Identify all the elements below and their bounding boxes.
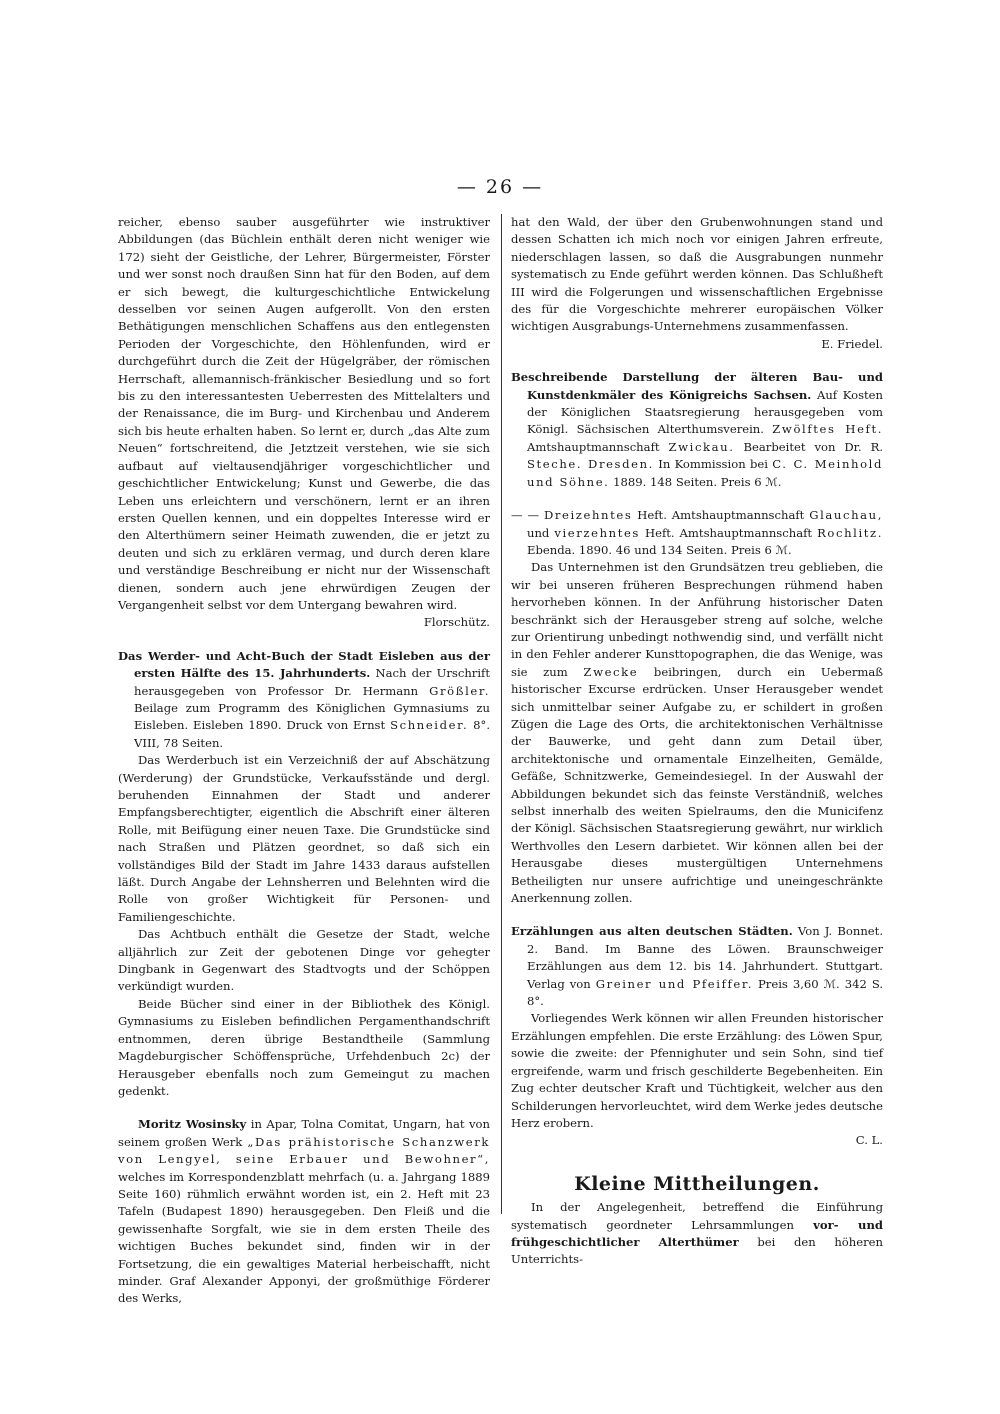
book-author: Steche. Dresden. [527,457,654,472]
review-text-continued: reicher, ebenso sauber ausgeführter wie instruktiver Abbildungen (das Büchlein enthält deren nicht weniger wie 172) sieht der Geistliche, der Lehrer, Bürgermeister, Förster und wer sonst noch draußen Sinn hat für den Boden, auf dem er sich bewegt, die kulturgeschichtliche Entwickelung desselben vor seinen Augen aufgerollt. Von den ersten Bethätigungen menschlichen Schaffens aus den entlegensten Perioden der Vorgeschichte, den Höhlenfunden, wird er durchgeführt durch die Zeit der Hügelgräber, der römischen Herrschaft, allemannisch-fränkischer Besiedlung und so fort bis zu den interessantesten Ueberresten des Mittelalters und der Renaissance, die im Burg- und Kirchenbau und Anderem sich bis heute erhalten haben. So lernt er, durch „das Alte zum Neuen“ fortschreitend, die Jetztzeit verstehen, wie sie sich aufbaut auf vieltausendjähriger vorgeschichtlicher und geschichtlicher Entwickelung; Kunst und Gewerbe, die das Leben uns erleichtern und verschönern, lernt er an ihren ersten Quellen kennen, und ein doppeltes Interesse wird er den Alterthümern seiner Heimath zuwenden, die er jetzt zu deuten und sich zu erklären vermag, und durch deren klare und verständige Beschreibung er nicht nur der Wissenschaft dienen, sondern auch jene ehrwürdigen Zeugen der Vergangenheit selbst vor dem Untergang bewahren wird. [118,215,490,612]
section-heading: Kleine Mittheilungen. [574,1172,820,1195]
book-publisher: Greiner und Pfeiffer. [595,976,753,991]
book-title: Erzählungen aus alten deutschen Städten. [511,924,793,939]
book-entry-sachsen: Beschreibende Darstellung der älteren Bau- und Kunstdenkmäler des Königreichs Sachsen. Auf Kosten der Königlichen Staatsregierung herausgegeben vom Königl. Sächsischen Alterthumsverein. Zwölftes Heft. Amtshauptmannschaft Zwickau. Bearbeitet von Dr. R. Steche. Dresden. In Kommission bei C. C. Meinhold und Söhne. 1889. 148 Seiten. Preis 6 ℳ. [511,370,884,489]
book-entry-werderbuch: Das Werder- und Acht-Buch der Stadt Eisleben aus der ersten Hälfte des 15. Jahrhunderts. Nach der Urschrift herausgegeben von Professor Dr. Hermann Größler. Beilage zum Programm des Königlichen Gymnasiums zu Eisleben. Eisleben 1890. Druck von Ernst Schneider. 8°. VIII, 78 Seiten. [118,648,491,750]
book-publisher: C. C. Meinhold und Söhne. [527,457,883,489]
review-paragraph: Beide Bücher sind einer in der Bibliothek des Königl. Gymnasiums zu Eisleben befindlichen Pergamenthandschrift entnommen, deren übrige Bestandtheile (Sammlung Magdeburgischer Schöffensprüche, Urfehdenbuch 2c) der Herausgeber ebenfalls noch zum Gemeingut zu machen gedenkt. [118,996,490,1098]
reviewer-signature: E. Friedel. [821,336,883,351]
person-name: Moritz Wosinsky [138,1117,247,1132]
reviewer-signature: C. L. [855,1133,883,1148]
review-paragraph: Das Werderbuch ist ein Verzeichniß der auf Abschätzung (Werderung) der Grundstücke, Verkaufsstände und dergl. beruhenden Einnahmen der Stadt und anderer Empfangsberechtigter, eigentlich die Abschrift einer älteren Rolle, mit Beifügung einer neuen Taxe. Die Grundstücke sind nach Straßen und Plätzen geordnet, so daß sich ein vollständiges Bild der Stadt im Jahre 1433 daraus aufstellen läßt. Durch Angabe der Lehnsherren und Belehnten wird die Rolle von großer Wichtigkeit für Personen- und Familiengeschichte. [118,753,490,924]
page-number: — 26 — [456,176,544,198]
column-divider [501,214,502,1214]
book-title: Beschreibende Darstellung der älteren Bau- und Kunstdenkmäler des Königreichs Sachsen. [511,370,883,402]
review-paragraph: Das Unternehmen ist den Grundsätzen treu geblieben, die wir bei unseren früheren Besprechungen rühmend haben hervorheben können. In der Anführung historischer Daten beschränkt sich der Herausgeber streng auf solche, welche zur Orientirung unbedingt nothwendig sind, und verfällt nicht in den Fehler anderer Kunsttopographen, die das Wenige, was sie zum Zwecke beibringen, durch ein Uebermaß historischer Excurse erdrücken. Unser Herausgeber wendet sich unmittelbar seiner Aufgabe zu, er schildert in großen Zügen die Lage des Orts, die architektonischen Verhältnisse der Bauwerke, und geht dann zum Detail über, architektonische und ornamentale Einzelheiten, Gemälde, Gefäße, Schnitzwerke, Gemeindesiegel. In der Auswahl der Abbildungen bekundet sich das feinste Verständniß, welches selbst innerhalb des weiten Spielraums, den die Municifenz der Königl. Sächsischen Staatsregierung gewährt, nur wirklich Werthvolles den Lesern darbietet. Wir können allen bei der Herausgabe dieses mustergültigen Unternehmens Betheiligten nur unsere aufrichtige und uneingeschränkte Anerkennung zollen. [511,560,884,906]
right-column [511,214,883,1269]
review-paragraph: Vorliegendes Werk können wir allen Freunden historischer Erzählungen empfehlen. Die erste Erzählung: des Löwen Spur, sowie die zweite: der Pfennighuter und sein Sohn, sind tief ergreifende, warm und frisch geschilderte Begebenheiten. Ein Zug echter deutscher Kraft und Tüchtigkeit, welcher aus den Schilderungen hervorleuchtet, wird dem Werke jedes deutsche Herz erobern. [511,1011,883,1130]
review-paragraph: Das Achtbuch enthält die Gesetze der Stadt, welche alljährlich zur Zeit der gebotenen Dinge vor gehegter Dingbank in Gegenwart des Stadtvogts und der Schöppen verkündigt wurden. [118,927,490,994]
book-title: Das Werder- und Acht-Buch der Stadt Eisleben aus der ersten Hälfte des 15. Jahrhunderts. [118,648,490,681]
book-printer: Schneider. [390,718,469,733]
reviewer-signature: Florschütz. [423,615,490,630]
work-title: „Das prähistorische Schanzwerk von Lengyel, seine Erbauer und Bewohner“, [118,1134,491,1167]
book-author: Größler. [429,683,490,698]
book-entry-erzaehlungen: Erzählungen aus alten deutschen Städten. Von J. Bonnet. 2. Band. Im Banne des Löwen. Braunschweiger Erzählungen aus dem 12. bis 14. Jahrhundert. Stuttgart. Verlag von Greiner und Pfeiffer. Preis 3,60 ℳ. 342 S. 8°. [511,924,884,1009]
section-paragraph: In der Angelegenheit, betreffend die Einführung systematisch geordneter Lehrsammlungen vor- und frühgeschichtlicher Alterthümer bei den höheren Unterrichts- [511,1200,884,1267]
news-entry-wosinsky: Moritz Wosinsky in Apar, Tolna Comitat, Ungarn, hat von seinem großen Werk „Das prähistorische Schanzwerk von Lengyel, seine Erbauer und Bewohner“, welches im Korrespondenzblatt mehrfach (u. a. Jahrgang 1889 Seite 160) rühmlich erwähnt worden ist, ein 2. Heft mit 23 Tafeln (Budapest 1890) herausgegeben. Den Fleiß und die gewissenhafte Sorgfalt, wie sie in dem ersten Theile des wichtigen Buches bekundet sind, finden wir in der Fortsetzung, die ein gewaltiges Material herbeischafft, nicht minder. Graf Alexander Apponyi, der großmüthige Förderer des Werks, [118,1117,491,1306]
left-column [118,214,490,1308]
review-text-continued: hat den Wald, der über den Grubenwohnungen stand und dessen Schatten ich mich noch vor einigen Jahren erfreute, niederschlagen lassen, so daß die Ausgrabungen nunmehr systematisch zu Ende geführt werden können. Das Schlußheft III wird die Folgerungen und wissenschaftlichen Ergebnisse des für die Vorgeschichte mehrerer europäischen Völker wichtigen Ausgrabungs-Unternehmens zusammenfassen. [511,215,883,334]
book-entry-sachsen-continued: — — Dreizehntes Heft. Amtshauptmannschaft Glauchau, und vierzehntes Heft. Amtshauptmannschaft Rochlitz. Ebenda. 1890. 46 und 134 Seiten. Preis 6 ℳ. [511,508,884,557]
